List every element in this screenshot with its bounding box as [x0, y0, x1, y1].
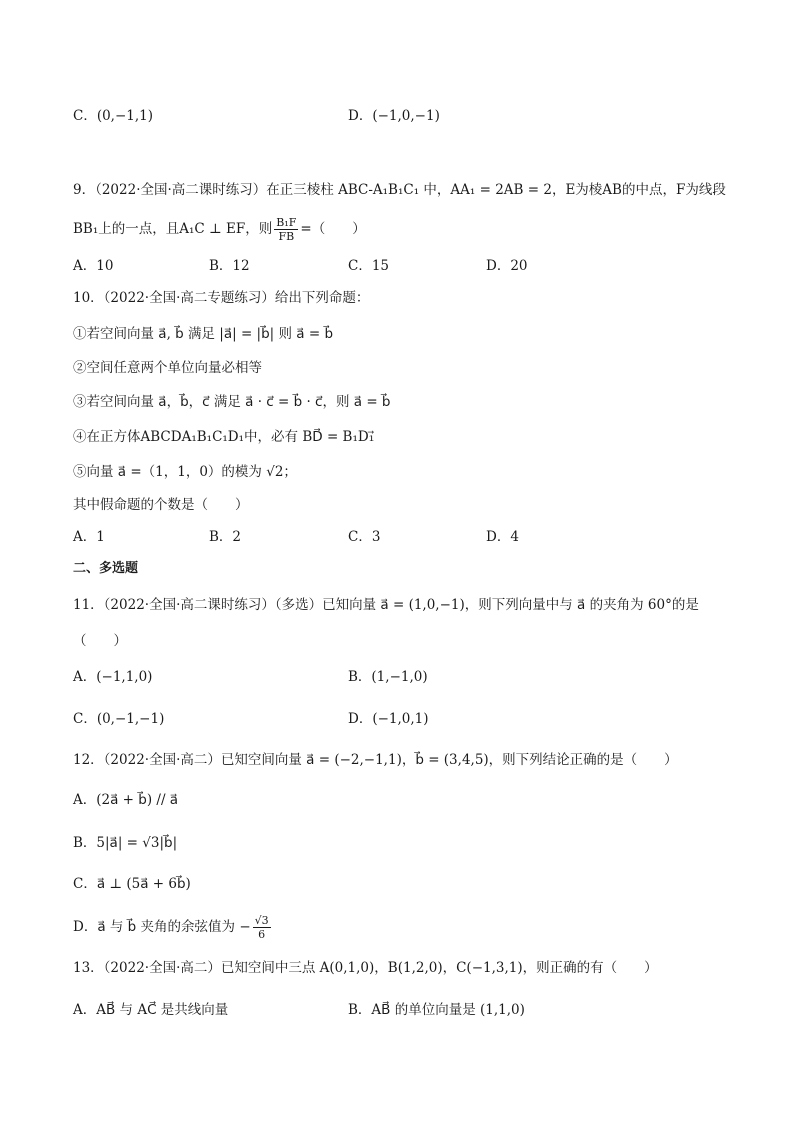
q10-statement-5: ⑤向量 a⃗ =（1，1，0）的模为 √2； [73, 464, 297, 480]
q10-option-a: A．1 [73, 529, 105, 545]
q8-option-d: D．(−1,0,−1) [348, 108, 440, 124]
q11-option-b: B．(1,−1,0) [348, 669, 428, 685]
q12-option-d-numerator: √3 [254, 914, 269, 927]
q12-option-d [73, 914, 273, 941]
q10-statement-3: ③若空间向量 a⃗，b⃗，c⃗ 满足 a⃗ · c⃗ = b⃗ · c⃗，则 a⃗ = b⃗ [73, 394, 391, 410]
q9-option-d: D．20 [486, 258, 528, 274]
q11-stem-line1: 11．（2022·全国·高二课时练习）（多选）已知向量 a⃗ = (1,0,−1)，则下列向量中与 a⃗ 的夹角为 60°的是 [73, 597, 699, 613]
q10-option-c: C．3 [348, 529, 381, 545]
q10-stem: 10．（2022·全国·高二专题练习）给出下列命题： [73, 290, 370, 306]
q10-question: 其中假命题的个数是（ ） [73, 497, 249, 513]
section-heading-multiple-choice: 二、多选题 [73, 561, 139, 576]
q9-stem-line2-end: =（ ） [300, 221, 366, 237]
q11-option-c: C．(0,−1,−1) [73, 711, 165, 727]
q9-option-a: A．10 [73, 258, 114, 274]
q12-stem: 12．（2022·全国·高二）已知空间向量 a⃗ = (−2,−1,1)，b⃗ = (3,4,5)，则下列结论正确的是（ ） [73, 752, 678, 768]
q11-option-d: D．(−1,0,1) [348, 711, 429, 727]
q8-option-c: C．(0,−1,1) [73, 108, 154, 124]
q12-option-d-fraction [253, 914, 271, 941]
q9-fraction-numerator: B₁F [276, 216, 297, 229]
q10-statement-4: ④在正方体ABCDA₁B₁C₁D₁中，必有 BD⃗ = B₁D₁⃗ [73, 429, 375, 445]
q9-fraction-denominator: FB [278, 230, 295, 243]
q12-option-c: C．a⃗ ⊥ (5a⃗ + 6b⃗) [73, 876, 191, 892]
q10-statement-2: ②空间任意两个单位向量必相等 [73, 360, 262, 376]
q9-stem-line1: 9．（2022·全国·高二课时练习）在正三棱柱 ABC-A₁B₁C₁ 中，AA₁ = 2AB = 2，E为棱AB的中点，F为线段 [73, 182, 726, 198]
q13-option-b: B．AB⃗ 的单位向量是 (1,1,0) [348, 1002, 525, 1018]
q13-stem: 13．（2022·全国·高二）已知空间中三点 A(0,1,0)，B(1,2,0)，C(−1,3,1)，则正确的有（ ） [73, 960, 658, 976]
q9-option-b: B．12 [209, 258, 250, 274]
q9-stem-line2-text: BB₁上的一点，且A₁C ⊥ EF，则 [73, 221, 273, 237]
q13-option-a: A．AB⃗ 与 AC⃗ 是共线向量 [73, 1002, 229, 1018]
q11-stem-line2: （ ） [73, 633, 127, 649]
q11-option-a: A．(−1,1,0) [73, 669, 153, 685]
q10-option-b: B．2 [209, 529, 242, 545]
q9-stem-line2 [73, 216, 366, 243]
q10-statement-1: ①若空间向量 a⃗, b⃗ 满足 |a⃗| = |b⃗| 则 a⃗ = b⃗ [73, 326, 334, 342]
q10-option-d: D．4 [486, 529, 519, 545]
q12-option-a: A．(2a⃗ + b⃗) // a⃗ [73, 792, 179, 808]
q12-option-b: B．5|a⃗| = √3|b⃗| [73, 835, 178, 851]
q12-option-d-denominator: 6 [258, 928, 266, 941]
q9-fraction [274, 216, 298, 243]
q9-option-c: C．15 [348, 258, 390, 274]
q12-option-d-text: D．a⃗ 与 b⃗ 夹角的余弦值为 − [73, 919, 251, 935]
